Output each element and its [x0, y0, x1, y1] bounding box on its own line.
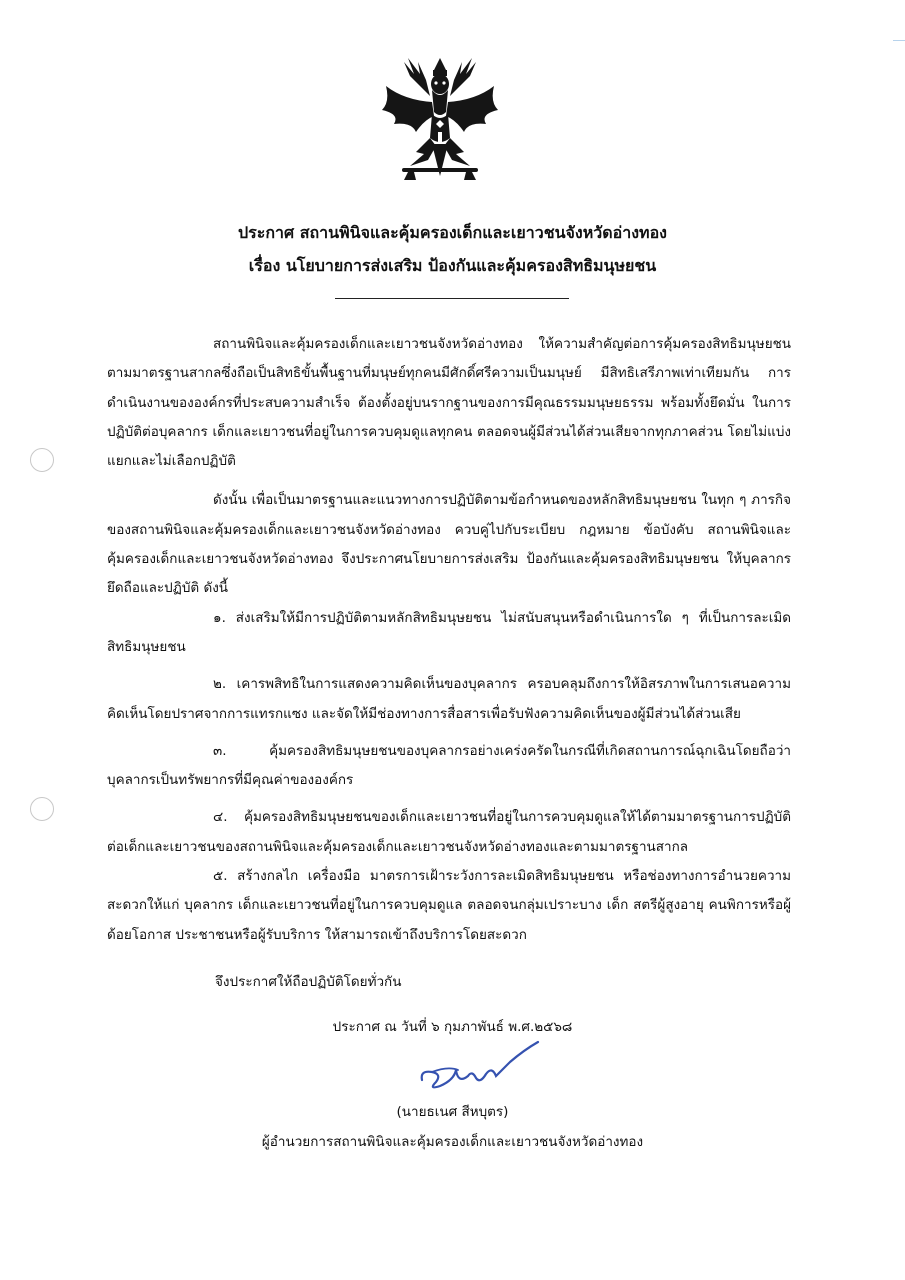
- policy-paragraph: ดังนั้น เพื่อเป็นมาตรฐานและแนวทางการปฏิบัติตามข้อกำหนดของหลักสิทธิมนุษยชน ในทุก ๆ ภารกิจของสถานพินิจและคุ้มครองเด็กและเยาวชนจังหวัดอ่างทอง ควบคู่ไปกับระเบียบ กฎหมาย ข้อบังคับ สถานพินิจและคุ้มครองเด็กและเยาวชนจังหวัดอ่างทอง จึงประกาศนโยบายการส่งเสริม ป้องกันและคุ้มครองสิทธิมนุษยชน ให้บุคลากรยึดถือและปฏิบัติ ดังนี้: [107, 492, 791, 597]
- signer-position: ผู้อำนวยการสถานพินิจและคุ้มครองเด็กและเยาวชนจังหวัดอ่างทอง: [261, 1134, 644, 1150]
- closing-statement: จึงประกาศให้ถือปฏิบัติโดยทั่วกัน: [215, 974, 402, 990]
- signer-name: (นายธเนศ สีหบุตร): [396, 1104, 509, 1120]
- announcement-body: [107, 330, 791, 950]
- scan-edge-mark: [893, 40, 905, 41]
- announcement-subject: เรื่อง นโยบายการส่งเสริม ป้องกันและคุ้มครองสิทธิมนุษยชน: [248, 256, 657, 275]
- intro-paragraph: สถานพินิจและคุ้มครองเด็กและเยาวชนจังหวัดอ่างทอง ให้ความสำคัญต่อการคุ้มครองสิทธิมนุษยชน ตามมาตรฐานสากลซึ่งถือเป็นสิทธิขั้นพื้นฐานที่มนุษย์ทุกคนมีศักดิ์ศรีความเป็นมนุษย์ มีสิทธิเสรีภาพเท่าเทียมกัน การดำเนินงานขององค์กรที่ประสบความสำเร็จ ต้องตั้งอยู่บนรากฐานของการมีคุณธรรมมนุษยธรรม พร้อมทั้งยึดมั่น ในการปฏิบัติต่อบุคลากร เด็กและเยาวชนที่อยู่ในการควบคุมดูแลทุกคน ตลอดจนผู้มีส่วนได้ส่วนเสียจากทุกภาคส่วน โดยไม่แบ่งแยกและไม่เลือกปฏิบัติ: [107, 336, 791, 470]
- punch-hole-mark: [30, 797, 54, 821]
- punch-hole-mark: [30, 448, 54, 472]
- handwritten-signature: [418, 1040, 542, 1098]
- policy-item-4: ๔. คุ้มครองสิทธิมนุษยชนของเด็กและเยาวชนที่อยู่ในการควบคุมดูแลให้ได้ตามมาตรฐานการปฏิบัติต่อเด็กและเยาวชนของสถานพินิจและคุ้มครองเด็กและเยาวชนจังหวัดอ่างทองและตามมาตรฐานสากล: [107, 809, 791, 855]
- title-divider: [335, 298, 569, 299]
- policy-item-3: ๓. คุ้มครองสิทธิมนุษยชนของบุคลากรอย่างเคร่งครัดในกรณีที่เกิดสถานการณ์ฉุกเฉินโดยถือว่าบุคลากรเป็นทรัพยากรที่มีคุณค่าขององค์กร: [107, 742, 791, 789]
- announcement-title: ประกาศ สถานพินิจและคุ้มครองเด็กและเยาวชนจังหวัดอ่างทอง: [237, 223, 667, 242]
- garuda-emblem-icon: [380, 56, 500, 181]
- announcement-date: ประกาศ ณ วันที่ ๖ กุมภาพันธ์ พ.ศ.๒๕๖๘: [332, 1019, 573, 1035]
- policy-item-2: ๒. เคารพสิทธิในการแสดงความคิดเห็นของบุคลากร ครอบคลุมถึงการให้อิสรภาพในการเสนอความคิดเห็นโดยปราศจากการแทรกแซง และจัดให้มีช่องทางการสื่อสารเพื่อรับฟังความคิดเห็นของผู้มีส่วนได้ส่วนเสีย: [107, 676, 791, 722]
- policy-item-5: ๕. สร้างกลไก เครื่องมือ มาตรการเฝ้าระวังการละเมิดสิทธิมนุษยชน หรือช่องทางการอำนวยความสะดวกให้แก่ บุคลากร เด็กและเยาวชนที่อยู่ในการควบคุมดูแล ตลอดจนกลุ่มเปราะบาง เด็ก สตรีผู้สูงอายุ คนพิการหรือผู้ด้อยโอกาส ประชาชนหรือผู้รับบริการ ให้สามารถเข้าถึงบริการโดยสะดวก: [107, 868, 791, 943]
- policy-item-1: ๑. ส่งเสริมให้มีการปฏิบัติตามหลักสิทธิมนุษยชน ไม่สนับสนุนหรือดำเนินการใด ๆ ที่เป็นการละเมิดสิทธิมนุษยชน: [107, 609, 791, 655]
